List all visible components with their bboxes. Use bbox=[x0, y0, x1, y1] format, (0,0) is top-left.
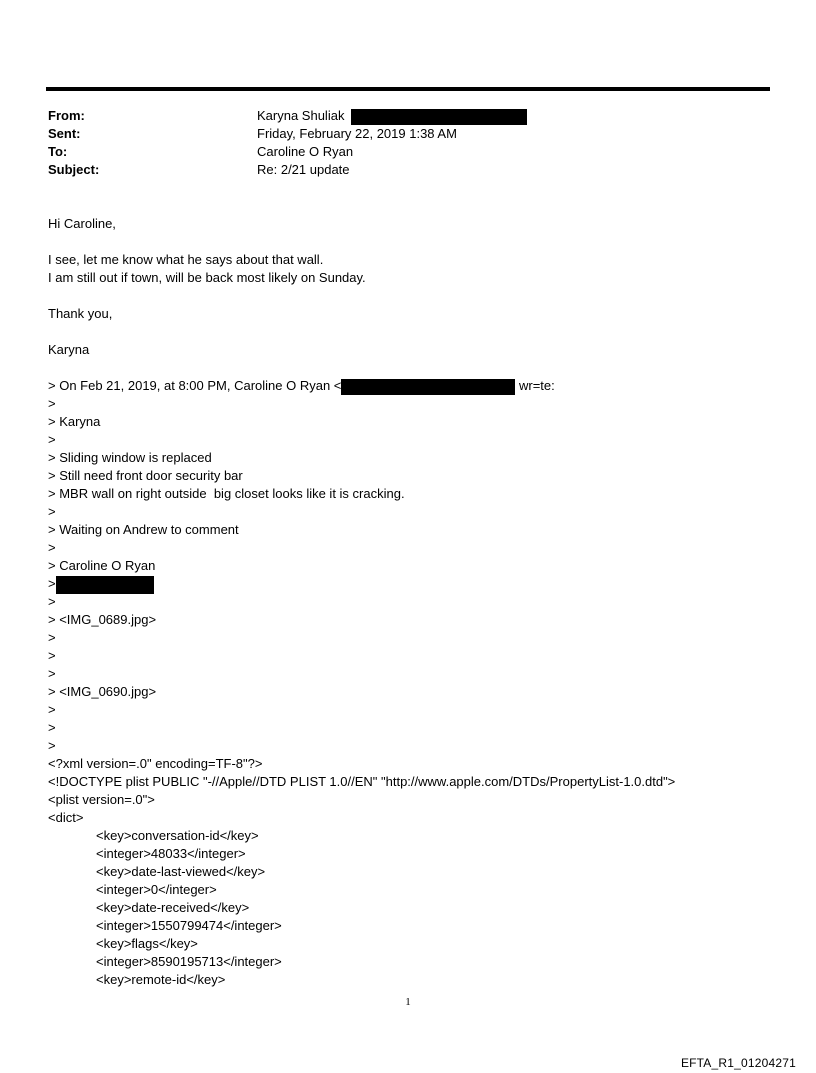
plist-entry: <key>conversation-id</key> bbox=[96, 828, 259, 843]
plist-line: <!DOCTYPE plist PUBLIC "-//Apple//DTD PLIST 1.0//EN" "http://www.apple.com/DTDs/PropertyList-1.0.dtd"> bbox=[48, 774, 676, 789]
quote-prefix: > bbox=[48, 576, 56, 591]
closing bbox=[48, 305, 112, 323]
plist-entry: <integer>48033</integer> bbox=[96, 846, 246, 861]
email-header bbox=[48, 107, 748, 183]
to-value: Caroline O Ryan bbox=[257, 144, 354, 159]
redaction-box bbox=[56, 576, 154, 594]
page-number: 1 bbox=[405, 996, 411, 1008]
subject-value: Re: 2/21 update bbox=[257, 162, 350, 177]
quote-line: > bbox=[48, 666, 56, 681]
quote-line: > bbox=[48, 738, 56, 753]
header-rule bbox=[46, 87, 770, 91]
quote-line: > Caroline O Ryan bbox=[48, 558, 156, 573]
quote-line: > bbox=[48, 630, 56, 645]
signature: Karyna bbox=[48, 342, 90, 357]
quote-line: > MBR wall on right outside big closet looks like it is cracking. bbox=[48, 486, 405, 501]
quote-line: > bbox=[48, 540, 56, 555]
greeting: Hi Caroline, bbox=[48, 216, 116, 231]
redaction-box bbox=[341, 379, 515, 395]
body-line: I am still out if town, will be back most likely on Sunday. bbox=[48, 270, 366, 285]
attachment-line: > <IMG_0690.jpg> bbox=[48, 684, 157, 699]
plist-line: <dict> bbox=[48, 810, 84, 825]
quote-line: > bbox=[48, 504, 56, 519]
plist-entry: <integer>0</integer> bbox=[96, 882, 217, 897]
sent-label: Sent: bbox=[48, 126, 81, 141]
subject-label: Subject: bbox=[48, 162, 100, 177]
quote-line: > Still need front door security bar bbox=[48, 468, 243, 483]
quote-line: > bbox=[48, 702, 56, 717]
from-value bbox=[257, 107, 527, 125]
document-id: EFTA_R1_01204271 bbox=[680, 1056, 796, 1070]
plist-entry: <key>remote-id</key> bbox=[96, 972, 226, 987]
quote-intro bbox=[48, 377, 675, 395]
quote-line: > bbox=[48, 432, 56, 447]
redaction-box bbox=[351, 109, 527, 125]
message-body bbox=[48, 215, 116, 233]
quoted-message bbox=[48, 377, 675, 989]
plist-entry: <key>date-last-viewed</key> bbox=[96, 864, 266, 879]
plist-entry: <integer>8590195713</integer> bbox=[96, 954, 282, 969]
plist-entry: <key>flags</key> bbox=[96, 936, 198, 951]
quote-line: > Sliding window is replaced bbox=[48, 450, 212, 465]
body-line: I see, let me know what he says about that wall. bbox=[48, 252, 324, 267]
signature-block bbox=[48, 341, 89, 359]
attachment-line: > <IMG_0689.jpg> bbox=[48, 612, 157, 627]
quote-intro-suffix: wr=te: bbox=[515, 378, 555, 393]
from-name: Karyna Shuliak bbox=[257, 108, 345, 123]
thanks-line: Thank you, bbox=[48, 306, 113, 321]
to-label: To: bbox=[48, 144, 68, 159]
quote-line: > Karyna bbox=[48, 414, 101, 429]
message-paragraph bbox=[48, 251, 366, 287]
quote-line: > bbox=[48, 648, 56, 663]
quote-line-redacted bbox=[48, 575, 675, 593]
plist-line: <plist version=.0"> bbox=[48, 792, 155, 807]
quote-line: > Waiting on Andrew to comment bbox=[48, 522, 239, 537]
quote-line: > bbox=[48, 720, 56, 735]
quote-intro-text: > On Feb 21, 2019, at 8:00 PM, Caroline O Ryan < bbox=[48, 378, 342, 393]
plist-entry: <key>date-received</key> bbox=[96, 900, 250, 915]
sent-value: Friday, February 22, 2019 1:38 AM bbox=[257, 126, 457, 141]
quote-line: > bbox=[48, 594, 56, 609]
plist-entry: <integer>1550799474</integer> bbox=[96, 918, 282, 933]
plist-line: <?xml version=.0" encoding=TF-8"?> bbox=[48, 756, 263, 771]
quote-line: > bbox=[48, 396, 56, 411]
from-label: From: bbox=[48, 108, 85, 123]
